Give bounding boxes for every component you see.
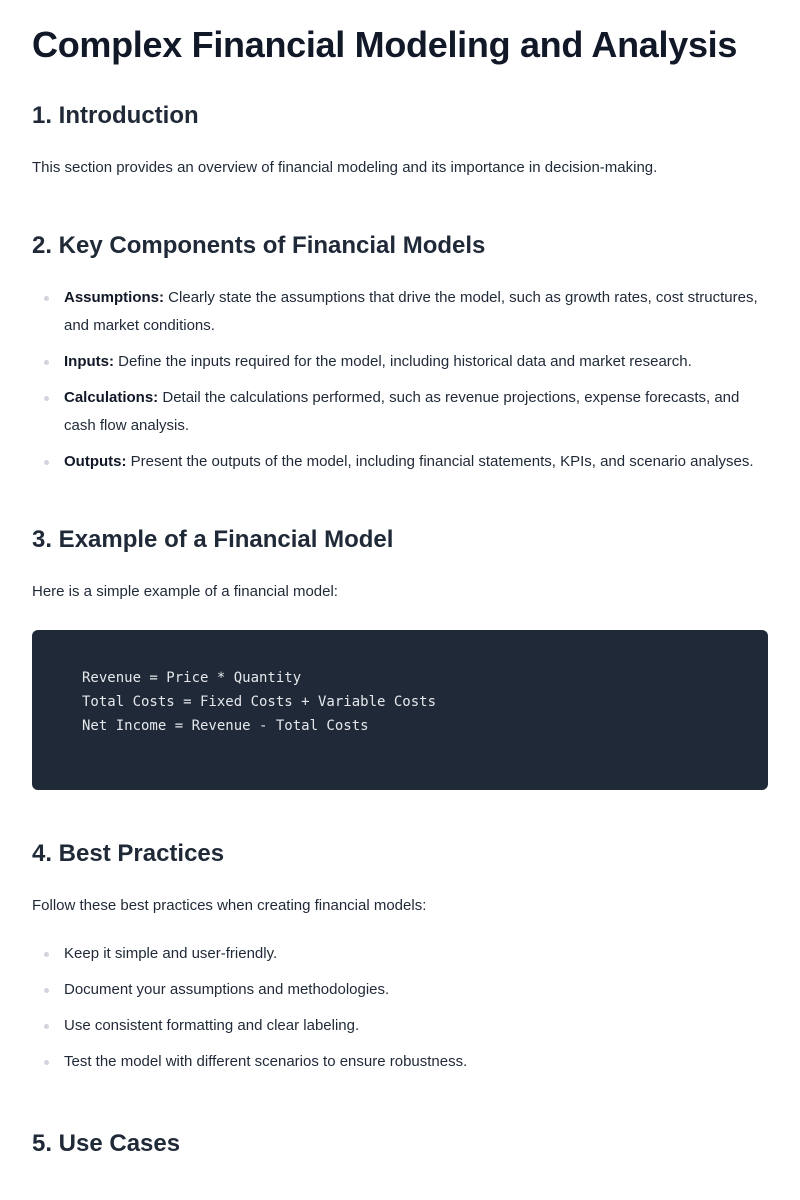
code-block xyxy=(32,630,768,790)
example-paragraph: Here is a simple example of a financial model: xyxy=(32,583,338,600)
bullet-icon xyxy=(44,460,49,465)
list-item xyxy=(32,976,768,1004)
list-item-text: Document your assumptions and methodologies. xyxy=(64,981,390,998)
list-item xyxy=(32,348,768,376)
list-item xyxy=(32,1012,768,1040)
list-item-text: Use consistent formatting and clear labeling. xyxy=(64,1017,360,1034)
bullet-icon xyxy=(44,396,49,401)
bullet-icon xyxy=(44,952,49,957)
list-item-text: Test the model with different scenarios to ensure robustness. xyxy=(64,1053,468,1070)
best-practices-list xyxy=(32,940,768,1076)
code-line: Net Income = Revenue - Total Costs xyxy=(82,718,369,734)
list-item-text: Define the inputs required for the model, including historical data and market research. xyxy=(114,353,692,370)
page-title: Complex Financial Modeling and Analysis xyxy=(32,24,738,65)
list-item-text: Clearly state the assumptions that drive the model, such as growth rates, cost structures, and market conditions. xyxy=(64,289,758,334)
section-heading-introduction: 1. Introduction xyxy=(32,102,199,129)
document-page xyxy=(32,0,768,1160)
list-item-text: Keep it simple and user-friendly. xyxy=(64,945,278,962)
list-item xyxy=(32,940,768,968)
list-item-text: Detail the calculations performed, such as revenue projections, expense forecasts, and cash flow analysis. xyxy=(64,389,740,434)
list-item xyxy=(32,448,768,476)
section-heading-use-cases: 5. Use Cases xyxy=(32,1130,181,1157)
code-line: Total Costs = Fixed Costs + Variable Costs xyxy=(82,694,437,710)
list-item-term: Assumptions: xyxy=(64,289,165,306)
bullet-icon xyxy=(44,296,49,301)
bullet-icon xyxy=(44,360,49,365)
bullet-icon xyxy=(44,1060,49,1065)
list-item-term: Outputs: xyxy=(64,453,127,470)
section-heading-key-components: 2. Key Components of Financial Models xyxy=(32,232,486,259)
list-item xyxy=(32,284,768,340)
list-item xyxy=(32,1048,768,1076)
section-heading-example: 3. Example of a Financial Model xyxy=(32,526,394,553)
best-practices-paragraph: Follow these best practices when creating financial models: xyxy=(32,897,427,914)
section-heading-best-practices: 4. Best Practices xyxy=(32,840,225,867)
key-components-list xyxy=(32,284,768,476)
bullet-icon xyxy=(44,1024,49,1029)
list-item-term: Calculations: xyxy=(64,389,159,406)
introduction-paragraph: This section provides an overview of financial modeling and its importance in decision-making. xyxy=(32,159,658,176)
list-item-text: Present the outputs of the model, including financial statements, KPIs, and scenario analyses. xyxy=(126,453,754,470)
list-item xyxy=(32,384,768,440)
bullet-icon xyxy=(44,988,49,993)
code-line: Revenue = Price * Quantity xyxy=(82,670,302,686)
list-item-term: Inputs: xyxy=(64,353,114,370)
